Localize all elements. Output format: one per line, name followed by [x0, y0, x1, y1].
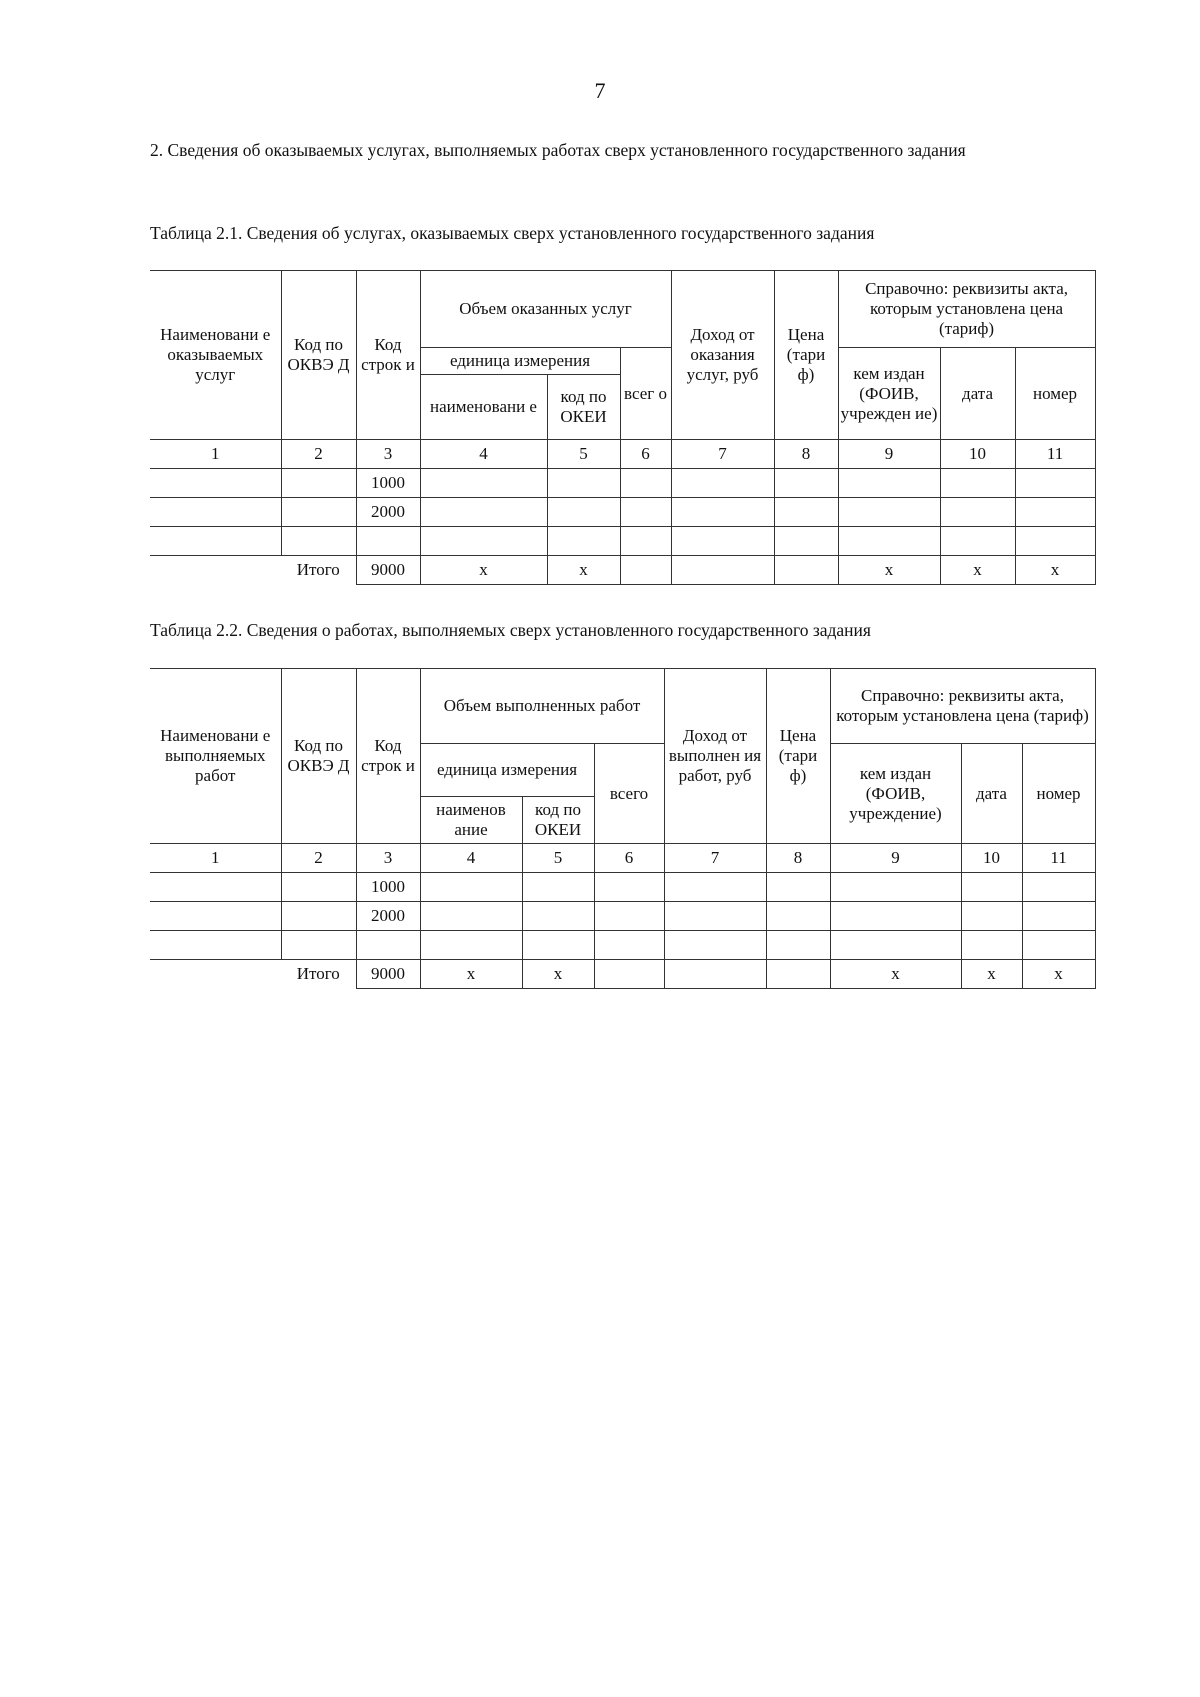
total-row	[150, 556, 1095, 585]
total-cell-x: x	[830, 960, 961, 989]
total-cell-x: x	[1015, 556, 1095, 585]
total-cell-x: x	[420, 556, 547, 585]
column-number: 11	[1022, 844, 1095, 873]
column-number: 8	[766, 844, 830, 873]
table-services	[150, 270, 1096, 585]
total-cell-x: x	[547, 556, 620, 585]
section-heading: 2. Сведения об оказываемых услугах, выполняемых работах сверх установленного государственного задания	[150, 140, 966, 160]
table-row	[150, 498, 1095, 527]
header-reference: Справочно: реквизиты акта, которым установлена цена (тариф)	[838, 271, 1095, 348]
table1-caption: Таблица 2.1. Сведения об услугах, оказываемых сверх установленного государственного задания	[150, 223, 875, 243]
page-number: 7	[594, 78, 606, 103]
column-number: 6	[594, 844, 664, 873]
header-volume: Объем оказанных услуг	[420, 271, 671, 348]
header-work-name: Наименовани е выполняемых работ	[150, 669, 281, 844]
line-code: 2000	[356, 498, 420, 527]
header-number: номер	[1015, 348, 1095, 440]
column-number: 5	[522, 844, 594, 873]
table-row	[150, 873, 1095, 902]
column-number: 10	[961, 844, 1022, 873]
header-okved: Код по ОКВЭ Д	[281, 271, 356, 440]
column-number: 10	[940, 440, 1015, 469]
total-line-code: 9000	[356, 960, 420, 989]
header-unit: единица измерения	[420, 744, 594, 797]
total-cell-x: x	[940, 556, 1015, 585]
header-service-name: Наименовани е оказываемых услуг	[150, 271, 281, 440]
header-number: номер	[1022, 744, 1095, 844]
total-label: Итого	[281, 960, 356, 989]
header-issuer: кем издан (ФОИВ, учреждение)	[830, 744, 961, 844]
line-code	[356, 527, 420, 556]
header-total: всег о	[620, 348, 671, 440]
total-label: Итого	[281, 556, 356, 585]
total-cell-x: x	[838, 556, 940, 585]
column-numbers-row	[150, 440, 1095, 469]
header-income: Доход от оказания услуг, руб	[671, 271, 774, 440]
header-unit-name: наименовани е	[420, 375, 547, 440]
line-code	[356, 931, 420, 960]
header-okved: Код по ОКВЭ Д	[281, 669, 356, 844]
header-line-code: Код строк и	[356, 669, 420, 844]
total-cell-x: x	[1022, 960, 1095, 989]
table2-caption: Таблица 2.2. Сведения о работах, выполняемых сверх установленного государственного задания	[150, 620, 871, 640]
header-volume: Объем выполненных работ	[420, 669, 664, 744]
header-okei: код по ОКЕИ	[522, 797, 594, 844]
header-okei: код по ОКЕИ	[547, 375, 620, 440]
column-number: 8	[774, 440, 838, 469]
table-row	[150, 902, 1095, 931]
header-line-code: Код строк и	[356, 271, 420, 440]
column-number: 7	[671, 440, 774, 469]
column-number: 4	[420, 440, 547, 469]
header-unit: единица измерения	[420, 348, 620, 375]
column-number: 7	[664, 844, 766, 873]
total-row	[150, 960, 1095, 989]
column-number: 3	[356, 844, 420, 873]
table-row	[150, 469, 1095, 498]
total-cell-x: x	[522, 960, 594, 989]
column-number: 5	[547, 440, 620, 469]
column-numbers-row	[150, 844, 1095, 873]
line-code: 1000	[356, 873, 420, 902]
total-cell-x: x	[961, 960, 1022, 989]
header-income: Доход от выполнен ия работ, руб	[664, 669, 766, 844]
line-code: 1000	[356, 469, 420, 498]
column-number: 9	[838, 440, 940, 469]
column-number: 6	[620, 440, 671, 469]
column-number: 2	[281, 844, 356, 873]
header-date: дата	[940, 348, 1015, 440]
header-unit-name: наименов ание	[420, 797, 522, 844]
column-number: 2	[281, 440, 356, 469]
column-number: 1	[150, 844, 281, 873]
table-row	[150, 527, 1095, 556]
column-number: 3	[356, 440, 420, 469]
header-date: дата	[961, 744, 1022, 844]
column-number: 1	[150, 440, 281, 469]
column-number: 9	[830, 844, 961, 873]
header-issuer: кем издан (ФОИВ, учрежден ие)	[838, 348, 940, 440]
table-row	[150, 931, 1095, 960]
header-price: Цена (тари ф)	[774, 271, 838, 440]
line-code: 2000	[356, 902, 420, 931]
header-price: Цена (тари ф)	[766, 669, 830, 844]
column-number: 4	[420, 844, 522, 873]
column-number: 11	[1015, 440, 1095, 469]
header-reference: Справочно: реквизиты акта, которым установлена цена (тариф)	[830, 669, 1095, 744]
total-cell-x: x	[420, 960, 522, 989]
total-line-code: 9000	[356, 556, 420, 585]
table-works	[150, 668, 1096, 989]
header-total: всего	[594, 744, 664, 844]
